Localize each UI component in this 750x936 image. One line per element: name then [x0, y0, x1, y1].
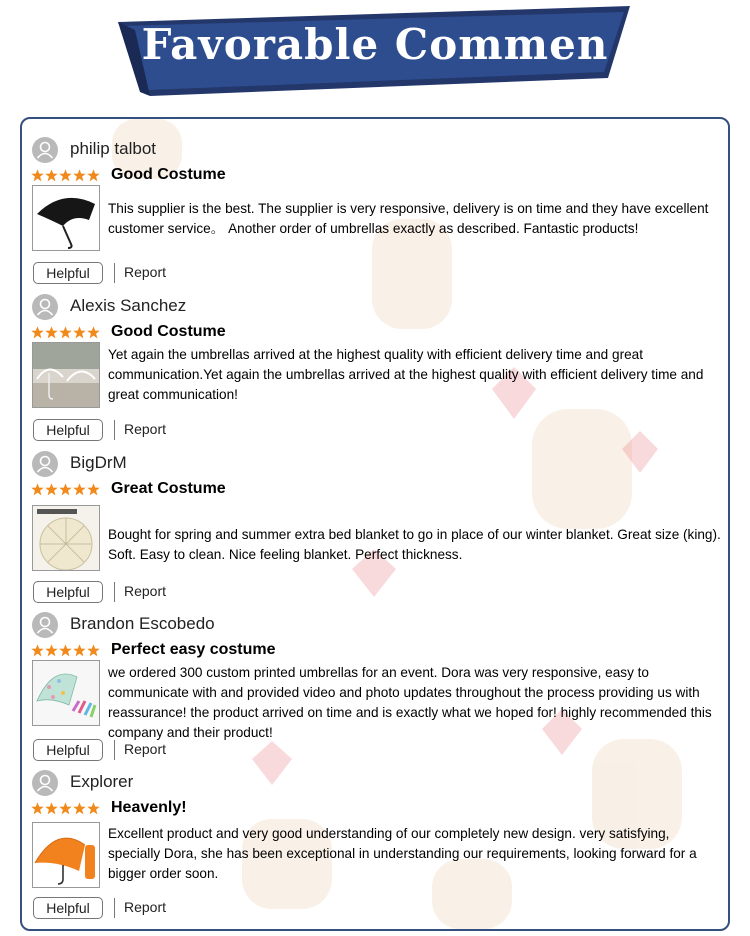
review-photo[interactable] — [32, 822, 100, 888]
star-icon — [31, 326, 44, 339]
helpful-button[interactable]: Helpful — [33, 897, 103, 919]
review-item — [22, 119, 728, 281]
review-text: This supplier is the best. The supplier is very responsive, delivery is on time and they have excellent customer service。 Another order of umbrellas exactly as described. Fantastic products! — [108, 201, 709, 236]
avatar — [32, 137, 58, 163]
star-rating — [31, 802, 100, 818]
star-icon — [31, 483, 44, 496]
helpful-button[interactable]: Helpful — [33, 581, 103, 603]
star-icon — [59, 483, 72, 496]
review-title: Good Costume — [111, 323, 226, 340]
helpful-button[interactable]: Helpful — [33, 262, 103, 284]
star-icon — [87, 483, 100, 496]
avatar — [32, 612, 58, 638]
star-icon — [45, 169, 58, 182]
review-title: Good Costume — [111, 166, 226, 183]
star-icon — [59, 644, 72, 657]
review-photo[interactable] — [32, 505, 100, 571]
report-link[interactable]: Report — [124, 899, 167, 915]
avatar — [32, 451, 58, 477]
banner — [0, 0, 750, 110]
reviewer-name: Explorer — [70, 772, 134, 791]
review-text: we ordered 300 custom printed umbrellas for an event. Dora was very responsive, easy to communicate with and provided video and photo updates throughout the process providing us with reassurance! the product arrived on time and is exactly what we hoped for! highly recommended this company and their product! — [108, 665, 712, 740]
review-text: Bought for spring and summer extra bed blanket to go in place of our winter blanket. Great size (king). Soft. Easy to clean. Nice feeling blanket. Perfect thickness. — [108, 527, 721, 562]
reviewer-name: philip talbot — [70, 139, 157, 158]
review-photo[interactable] — [32, 660, 100, 726]
printed-umbrellas-image — [33, 661, 99, 725]
reviewer-name: Alexis Sanchez — [70, 296, 187, 315]
star-icon — [59, 802, 72, 815]
star-rating — [31, 483, 100, 499]
helpful-button[interactable]: Helpful — [33, 419, 103, 441]
user-icon — [32, 612, 58, 638]
star-icon — [73, 326, 86, 339]
avatar — [32, 770, 58, 796]
reviews-panel — [20, 117, 730, 931]
review-photo[interactable] — [32, 342, 100, 408]
star-icon — [45, 483, 58, 496]
star-icon — [73, 483, 86, 496]
clear-umbrellas-image — [33, 343, 99, 407]
review-title: Great Costume — [111, 480, 226, 497]
star-icon — [87, 802, 100, 815]
report-link[interactable]: Report — [124, 421, 167, 437]
star-rating — [31, 644, 100, 660]
black-umbrella-image — [33, 186, 99, 250]
star-icon — [73, 802, 86, 815]
user-icon — [32, 294, 58, 320]
star-icon — [45, 326, 58, 339]
user-icon — [32, 451, 58, 477]
helpful-button[interactable]: Helpful — [33, 739, 103, 761]
star-icon — [87, 169, 100, 182]
report-link[interactable]: Report — [124, 583, 167, 599]
star-icon — [45, 644, 58, 657]
star-icon — [87, 326, 100, 339]
user-icon — [32, 137, 58, 163]
star-icon — [45, 802, 58, 815]
report-link[interactable]: Report — [124, 264, 167, 280]
user-icon — [32, 770, 58, 796]
review-item — [22, 276, 728, 438]
review-title: Perfect easy costume — [111, 641, 276, 658]
review-item — [22, 433, 728, 600]
divider — [114, 898, 115, 918]
review-item — [22, 594, 728, 758]
star-icon — [31, 644, 44, 657]
review-title: Heavenly! — [111, 799, 187, 816]
star-rating — [31, 169, 100, 185]
star-icon — [31, 169, 44, 182]
report-link[interactable]: Report — [124, 741, 167, 757]
review-text: Yet again the umbrellas arrived at the highest quality with efficient delivery time and great communication.Yet again the umbrellas arrived at the highest quality with efficient delivery time and great communication! — [108, 347, 704, 402]
reviewer-name: Brandon Escobedo — [70, 614, 215, 633]
review-text: Excellent product and very good understanding of our completely new design. very satisfying, specially Dora, she has been exceptional in understanding our requirements, looking forward for a bigger order soon. — [108, 826, 697, 881]
review-item — [22, 752, 728, 916]
star-icon — [59, 169, 72, 182]
page-title: Favorable Commen — [141, 20, 609, 69]
orange-umbrella-image — [33, 823, 99, 887]
avatar — [32, 294, 58, 320]
star-icon — [59, 326, 72, 339]
star-icon — [73, 169, 86, 182]
star-icon — [73, 644, 86, 657]
cream-umbrella-image — [33, 506, 99, 570]
review-photo[interactable] — [32, 185, 100, 251]
star-icon — [87, 644, 100, 657]
star-rating — [31, 326, 100, 342]
reviewer-name: BigDrM — [70, 453, 127, 472]
star-icon — [31, 802, 44, 815]
